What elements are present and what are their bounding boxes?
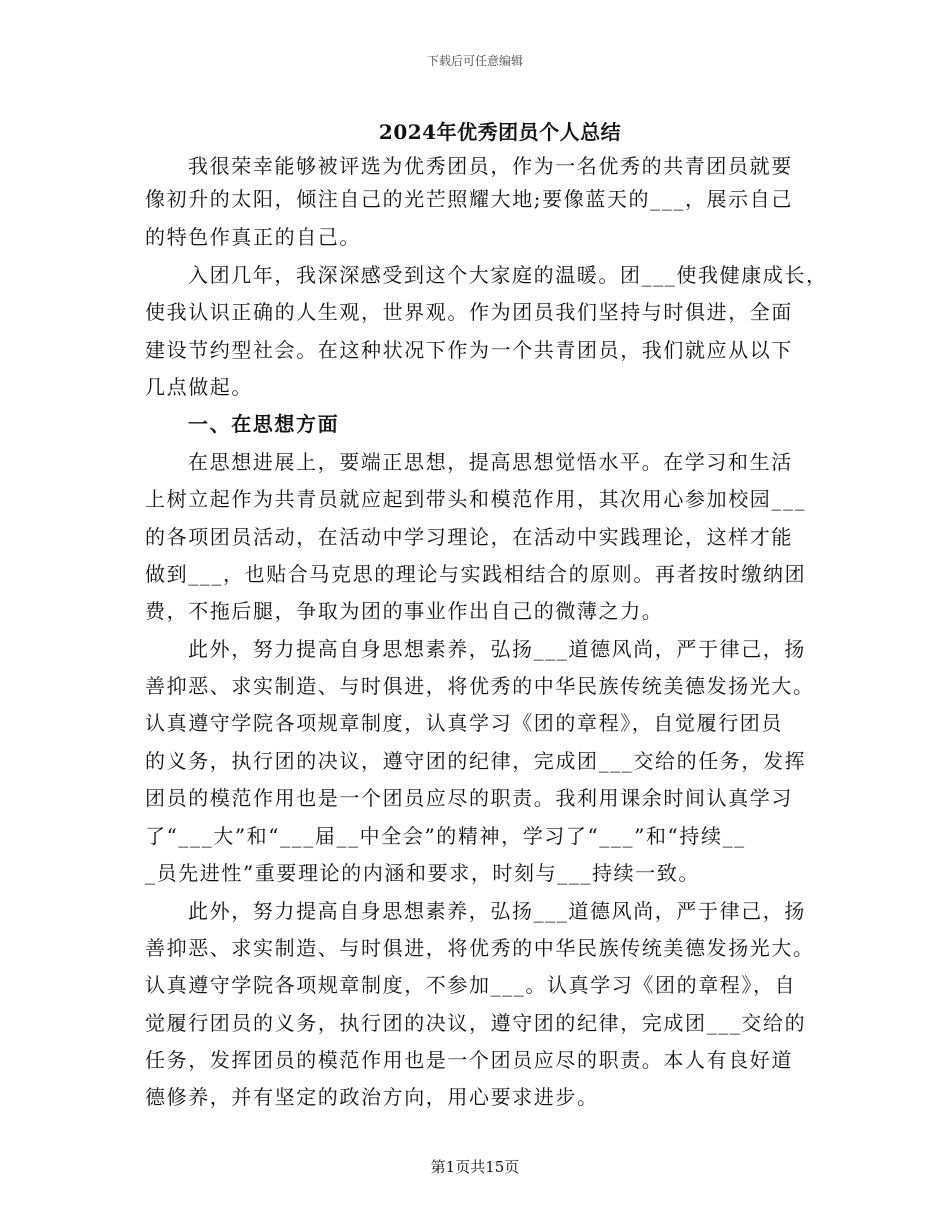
body-line: 在思想进展上，要端正思想，提高思想觉悟水平。在学习和生活 xyxy=(188,450,793,474)
body-line: 使我认识正确的人生观，世界观。作为团员我们坚持与时俱进，全面 xyxy=(145,300,793,324)
body-line: 觉履行团员的义务，执行团的决议，遵守团的纪律，完成团___交给的 xyxy=(145,1011,807,1035)
body-line: 的特色作真正的自己。 xyxy=(145,225,361,249)
body-line: 建设节约型社会。在这种状况下作为一个共青团员，我们就应从以下 xyxy=(145,338,793,362)
body-line: 做到___，也贴合马克思的理论与实践相结合的原则。再者按时缴纳团 xyxy=(145,562,807,586)
body-line: 认真遵守学院各项规章制度，认真学习《团的章程》，自觉履行团员 xyxy=(145,711,783,735)
body-line: 善抑恶、求实制造、与时俱进，将优秀的中华民族传统美德发扬光大。 xyxy=(145,674,815,698)
page-header-note: 下载后可任意编辑 xyxy=(426,54,523,68)
body-line: 的义务，执行团的决议，遵守团的纪律，完成团___交给的任务，发挥 xyxy=(145,749,807,773)
body-line: 任务，发挥团员的模范作用也是一个团员应尽的职责。本人有良好道 xyxy=(145,1048,793,1072)
body-line: 我很荣幸能够被评选为优秀团员，作为一名优秀的共青团员就要 xyxy=(188,154,793,178)
section-heading: 一、在思想方面 xyxy=(188,412,340,436)
document-title: 2024年优秀团员个人总结 xyxy=(378,120,622,144)
body-line: 善抑恶、求实制造、与时俱进，将优秀的中华民族传统美德发扬光大。 xyxy=(145,936,815,960)
body-line: 团员的模范作用也是一个团员应尽的职责。我利用课余时间认真学习 xyxy=(145,786,793,810)
page-number-footer: 第1页共15页 xyxy=(430,1158,520,1176)
body-line: 了“___大”和“___届__中全会”的精神，学习了“___”和“持续__ xyxy=(145,824,746,848)
body-line: 此外，努力提高自身思想素养，弘扬___道德风尚，严于律己，扬 xyxy=(188,637,806,661)
body-line: 德修养，并有坚定的政治方向，用心要求进步。 xyxy=(145,1085,599,1109)
body-line: 入团几年，我深深感受到这个大家庭的温暖。团___使我健康成长， xyxy=(188,263,828,287)
body-line: 认真遵守学院各项规章制度，不参加___。认真学习《团的章程》，自 xyxy=(145,973,797,997)
body-line: 费，不拖后腿，争取为团的事业作出自己的微薄之力。 xyxy=(145,599,664,623)
body-line: 上树立起作为共青员就应起到带头和模范作用，其次用心参加校园___ xyxy=(145,487,807,511)
body-line: 几点做起。 xyxy=(145,375,253,399)
body-line: 此外，努力提高自身思想素养，弘扬___道德风尚，严于律己，扬 xyxy=(188,899,806,923)
body-line: _员先进性”重要理论的内涵和要求，时刻与___持续一致。 xyxy=(145,861,701,885)
body-line: 像初升的太阳，倾注自己的光芒照耀大地;要像蓝天的___，展示自己 xyxy=(145,187,793,211)
body-line: 的各项团员活动，在活动中学习理论，在活动中实践理论，这样才能 xyxy=(145,525,793,549)
